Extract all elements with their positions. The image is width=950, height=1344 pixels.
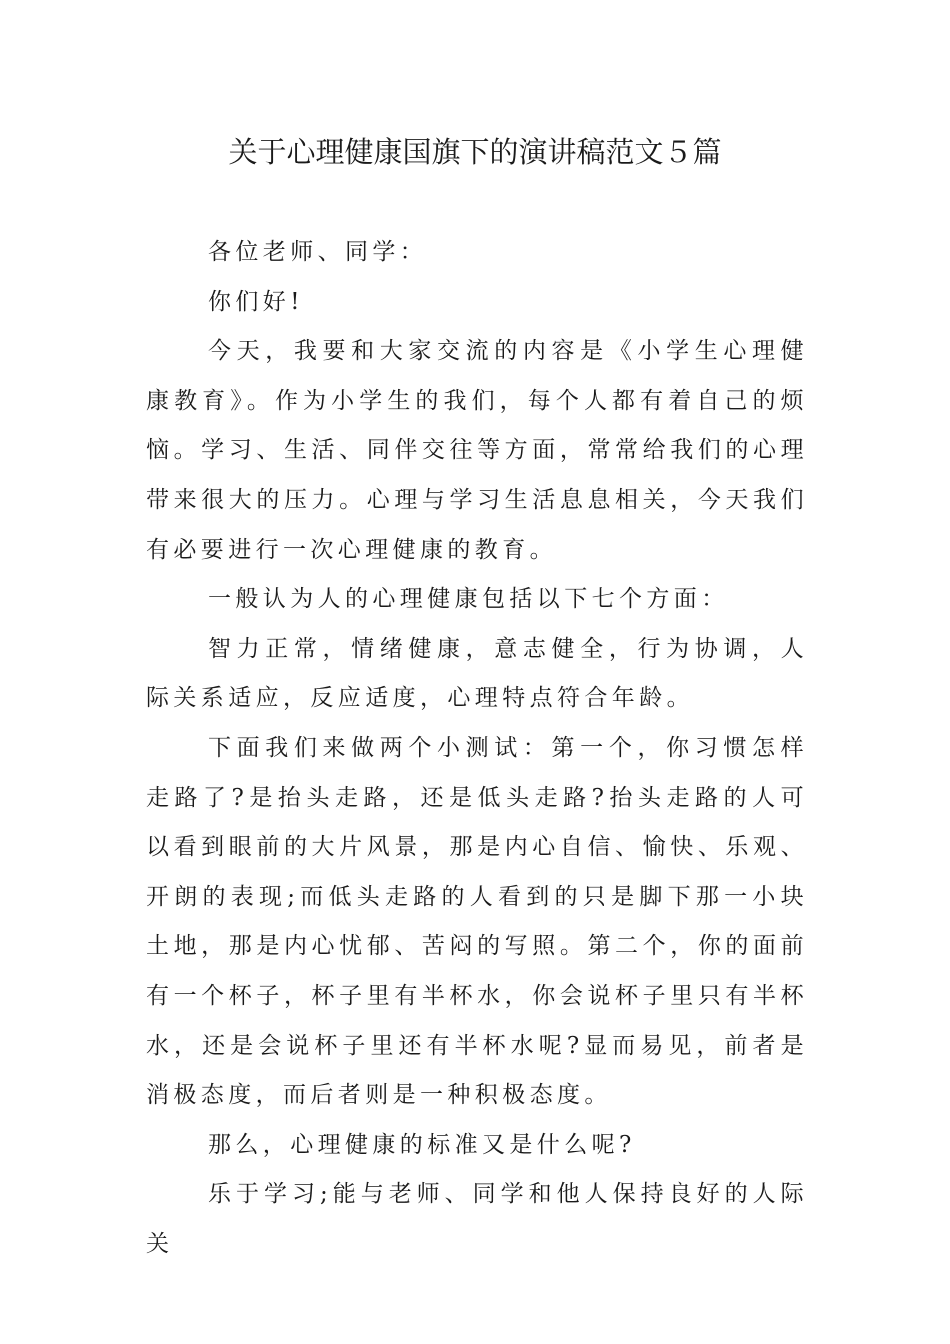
paragraph-seven-aspects-lead: 一般认为人的心理健康包括以下七个方面： [208,586,729,613]
salutation: 各位老师、同学： [208,239,428,265]
paragraph-tests: 下面我们来做两个小测试：第一个，你习惯怎样走路了?是抬头走路，还是低头走路?抬头走路的人可以看到眼前的大片风景，那是内心自信、愉快、乐观、开朗的表现;而低头走路的人看到的只是脚下那一小块土地，那是内心忧郁、苦闷的写照。第二个，你的面前有一个杯子，杯子里有半杯水，你会说杯子里只有半杯水，还是会说杯子里还有半杯水呢?显而易见，前者是消极态度，而后者则是一种积极态度。 [146,734,808,1109]
document-body [146,228,808,1269]
paragraph-intro: 今天，我要和大家交流的内容是《小学生心理健康教育》。作为小学生的我们，每个人都有着自己的烦恼。学习、生活、同伴交往等方面，常常给我们的心理带来很大的压力。心理与学习生活息息相关，今天我们有必要进行一次心理健康的教育。 [146,338,808,563]
greeting: 你们好! [208,288,304,315]
document-title: 关于心理健康国旗下的演讲稿范文５篇 [228,135,722,169]
paragraph-standard-question: 那么，心理健康的标准又是什么呢? [208,1131,636,1158]
paragraph-seven-aspects: 智力正常，情绪健康，意志健全，行为协调，人际关系适应，反应适度，心理特点符合年龄。 [146,635,808,712]
paragraph-standard-list: 乐于学习;能与老师、同学和他人保持良好的人际关 [146,1181,808,1257]
